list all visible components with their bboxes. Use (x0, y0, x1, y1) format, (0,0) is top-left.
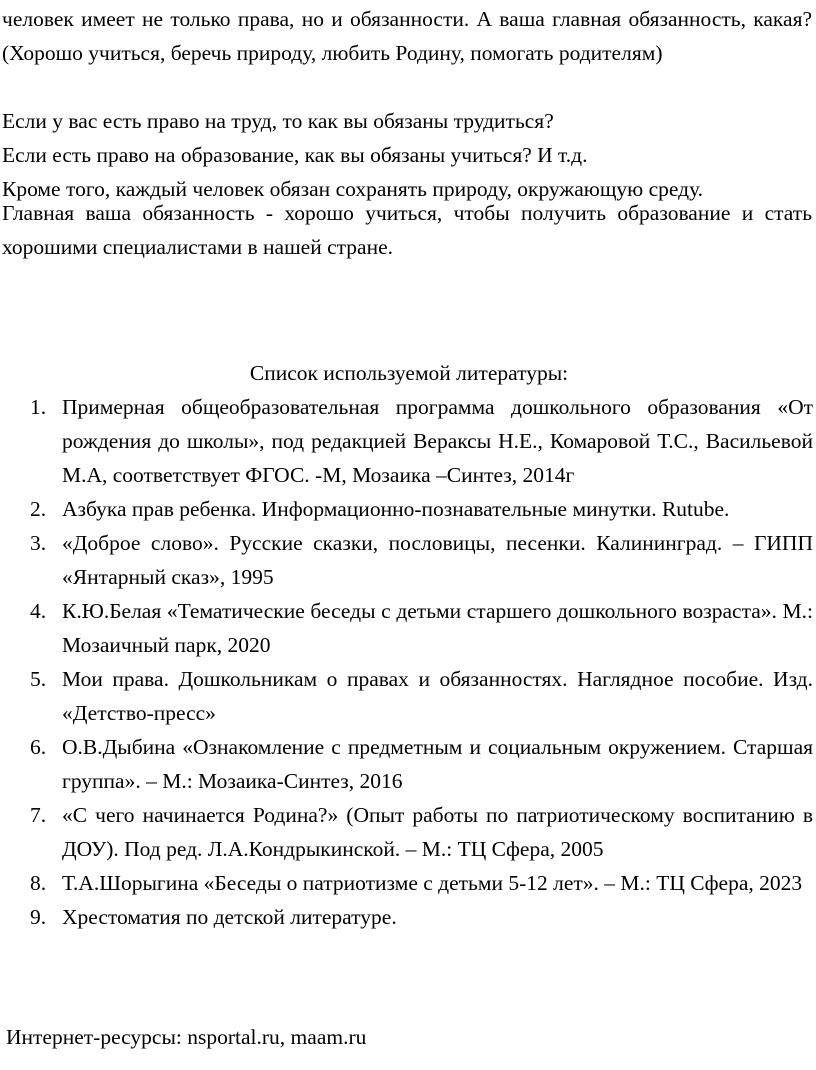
literature-item-text: «С чего начинается Родина?» (Опыт работы по патриотическому воспитанию в ДОУ). Под ред. Л.А.Кондрыкинской. – М.: ТЦ Сфера, 2005 (62, 803, 813, 861)
literature-item (0, 526, 816, 594)
literature-item-number: 5. (30, 667, 47, 691)
literature-item-text: Мои права. Дошкольникам о правах и обязанностях. Наглядное пособие. Изд. «Детство-пресс» (62, 667, 813, 725)
literature-item-text: Примерная общеобразовательная программа дошкольного образования «От рождения до школы», под редакцией Вераксы Н.Е., Комаровой Т.С., Васильевой М.А, соответствует ФГОС. -М, Мозаика –Синтез, 2014г (62, 395, 813, 487)
labor-duty-line: Если у вас есть право на труд, то как вы обязаны трудиться? (2, 109, 554, 133)
nature-duty-line: Кроме того, каждый человек обязан сохранять природу, окружающую среду. (2, 177, 704, 201)
literature-item-number: 9. (30, 905, 47, 929)
internet-resources: Интернет-ресурсы: nsportal.ru, maam.ru (6, 1025, 367, 1049)
education-duty-line: Если есть право на образование, как вы обязаны учиться? И т.д. (2, 143, 588, 167)
literature-item-text: О.В.Дыбина «Ознакомление с предметным и социальным окружением. Старшая группа». – М.: Мозаика-Синтез, 2016 (62, 735, 813, 793)
literature-item (0, 594, 816, 662)
intro-paragraph: человек имеет не только права, но и обязанности. А ваша главная обязанность, какая? (Хорошо учиться, беречь природу, любить Родину, помогать родителям) (2, 7, 812, 65)
literature-item-number: 1. (30, 395, 47, 419)
literature-item-number: 7. (30, 803, 47, 827)
literature-item (0, 492, 816, 526)
literature-item (0, 900, 816, 934)
literature-item (0, 798, 816, 866)
literature-item-number: 3. (30, 531, 47, 555)
literature-item-number: 4. (30, 599, 47, 623)
literature-item-number: 2. (30, 497, 47, 521)
literature-item-number: 6. (30, 735, 47, 759)
literature-item (0, 662, 816, 730)
literature-item (0, 730, 816, 798)
literature-item-text: Т.А.Шорыгина «Беседы о патриотизме с детьми 5-12 лет». – М.: ТЦ Сфера, 2023 (62, 871, 803, 895)
literature-heading: Список используемой литературы: (249, 361, 569, 385)
literature-item-text: «Доброе слово». Русские сказки, пословицы, песенки. Калининград. – ГИПП «Янтарный сказ», 1995 (62, 531, 813, 589)
literature-item (0, 866, 816, 900)
literature-item-text: Хрестоматия по детской литературе. (62, 905, 397, 929)
literature-item (0, 390, 816, 492)
main-duty-paragraph: Главная ваша обязанность - хорошо учиться, чтобы получить образование и стать хорошими специалистами в нашей стране. (2, 201, 812, 259)
literature-item-text: Азбука прав ребенка. Информационно-познавательные минутки. Rutube. (62, 497, 730, 521)
literature-item-text: К.Ю.Белая «Тематические беседы с детьми старшего дошкольного возраста». М.: Мозаичный парк, 2020 (62, 599, 813, 657)
literature-list (0, 390, 816, 934)
literature-item-number: 8. (30, 871, 47, 895)
